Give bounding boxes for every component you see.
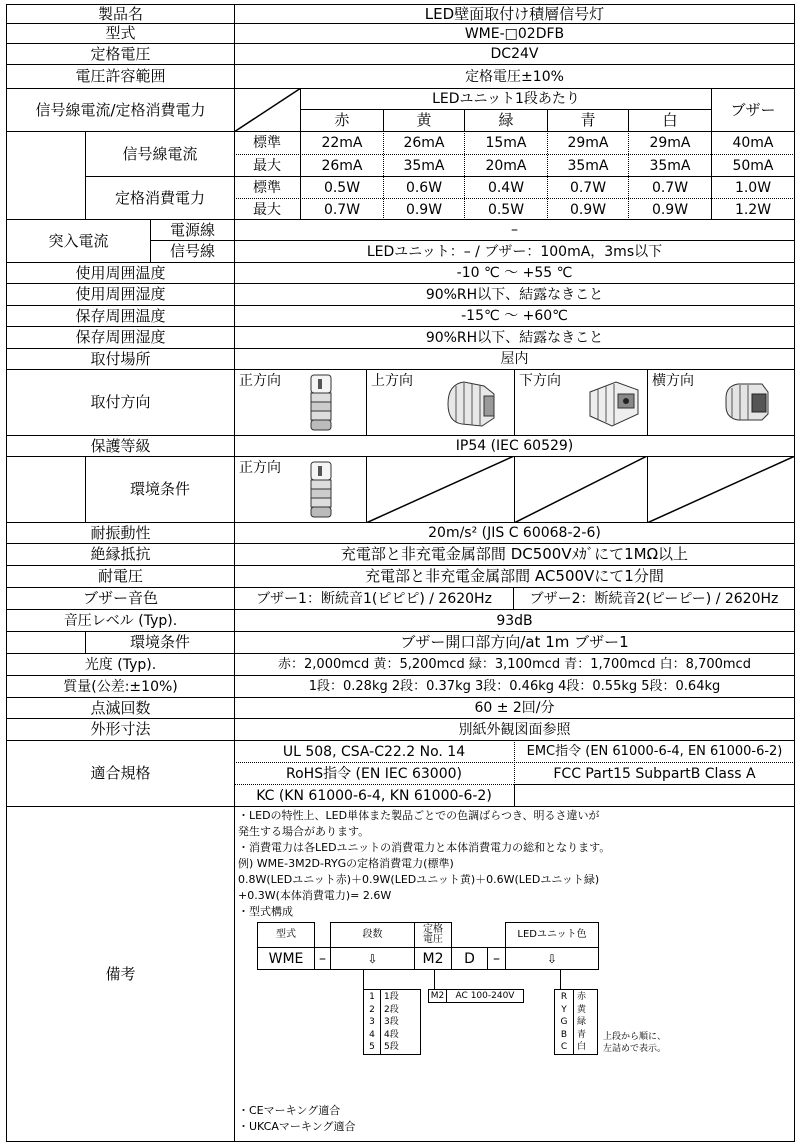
diag-h-voltage-1: 定格 (423, 924, 443, 935)
cell-power-std-yellow: 0.6W (405, 179, 443, 196)
color-code: R (560, 992, 568, 1002)
label-voltage: 定格電圧 (6, 43, 235, 65)
color-name: 赤 (577, 992, 587, 1002)
label-mass: 質量(公差:±10%) (6, 675, 235, 698)
stage-name: 5段 (384, 1042, 399, 1052)
value-location: 屋内 (234, 348, 795, 370)
cell-current-max-blue: 35mA (567, 157, 609, 174)
diag-v-color: ⇩ (505, 947, 599, 970)
label-product-name: 製品名 (6, 4, 235, 24)
value-blink: 60 ± 2回/分 (234, 697, 795, 719)
color-name: 白 (577, 1042, 587, 1052)
spacer-sound-cond (6, 631, 86, 654)
signal-tower-down-icon (586, 374, 642, 430)
cell-power-max-green: 0.5W (487, 201, 525, 218)
cell-current-std-blue: 29mA (567, 135, 609, 151)
volt-legend-code: M2 (428, 989, 447, 1003)
value-op-temp: -10 ℃ ～ +55 ℃ (234, 262, 795, 284)
color-header-white: 白 (628, 109, 712, 132)
na-diagonal-down (514, 456, 647, 523)
color-header-red: 赤 (300, 109, 384, 132)
label-withstand: 耐電圧 (6, 565, 235, 588)
label-power-line: 電源線 (150, 219, 235, 241)
cell-power-std-blue: 0.7W (569, 179, 607, 196)
color-header-blue: 青 (547, 109, 629, 132)
stage-code: 4 (369, 1029, 375, 1040)
signal-tower-up-icon (442, 374, 498, 430)
standard-rohs: RoHS指令 (EN IEC 63000) (286, 765, 462, 782)
label-signal-power: 信号線電流/定格消費電力 (6, 88, 235, 132)
cell-current-std-buzzer: 40mA (732, 135, 774, 151)
stage-name: 2段 (384, 1004, 399, 1015)
label-sound-condition: 環境条件 (85, 631, 235, 654)
label-blink: 点滅回数 (6, 697, 235, 719)
cell-current-std-green: 15mA (485, 135, 527, 151)
color-note-2: 左詰めで表示。 (603, 1044, 667, 1054)
diag-h-model: 型式 (257, 922, 315, 948)
remark-line-6: +0.3W(本体消費電力)= 2.6W (238, 889, 392, 902)
remark-footer-ce: ・CEマーキング適合 (238, 1104, 341, 1117)
color-name: 緑 (577, 1017, 587, 1027)
color-code: G (560, 1017, 568, 1027)
label-protection: 保護等級 (6, 435, 235, 457)
stage-code: 1 (369, 992, 375, 1002)
cell-power-max-yellow: 0.9W (405, 201, 443, 218)
label-inrush: 突入電流 (6, 219, 151, 263)
na-diagonal-side (647, 456, 795, 523)
value-voltage: DC24V (234, 43, 795, 65)
label-current-max: 最大 (253, 157, 281, 174)
value-protection: IP54 (IEC 60529) (234, 435, 795, 457)
label-location: 取付場所 (6, 348, 235, 370)
standard-kc: KC (KN 61000-6-4, KN 61000-6-2) (256, 787, 492, 804)
spacer-left (6, 131, 86, 220)
value-sound-condition: ブザー開口部方向/at 1m ブザー1 (234, 631, 795, 654)
cell-current-std-red: 22mA (321, 135, 363, 151)
diag-dash-2: – (487, 947, 506, 970)
diag-v-stages: ⇩ (330, 947, 415, 970)
value-dimensions: 別紙外観図面参照 (234, 718, 795, 741)
color-name: 青 (577, 1029, 587, 1040)
label-insulation: 絶縁抵抗 (6, 543, 235, 566)
cell-power-max-buzzer: 1.2W (734, 201, 772, 218)
color-code: C (560, 1042, 568, 1052)
color-note-1: 上段から順に、 (603, 1032, 667, 1042)
color-code: Y (561, 1004, 567, 1015)
value-insulation: 充電部と非充電金属部間 DC500Vﾒｶﾞにて1MΩ以上 (234, 543, 795, 566)
label-mounting: 取付方向 (6, 369, 235, 436)
value-signal-line: LEDユニット：– / ブザー：100mA，3ms以下 (234, 240, 795, 263)
label-model: 型式 (6, 23, 235, 44)
value-mass: 1段：0.28kg 2段：0.37kg 3段：0.46kg 4段：0.55kg 5段：0.64kg (234, 675, 795, 698)
cell-power-std-red: 0.5W (323, 179, 361, 196)
cell-current-std-white: 29mA (649, 135, 691, 151)
cell-power-max-blue: 0.9W (569, 201, 607, 218)
cell-current-max-white: 35mA (649, 157, 691, 174)
diag-h-color: LEDユニット色 (505, 922, 599, 948)
standard-emc: EMC指令 (EN 61000-6-4, EN 61000-6-2) (526, 744, 783, 759)
cell-power-std-white: 0.7W (651, 179, 689, 196)
diag-dash-1: – (314, 947, 331, 970)
label-standards: 適合規格 (6, 740, 235, 807)
cell-power-max-white: 0.9W (651, 201, 689, 218)
stage-code: 3 (369, 1017, 375, 1027)
standard-fcc: FCC Part15 SubpartB Class A (553, 765, 756, 782)
color-header-green: 緑 (464, 109, 548, 132)
mounting-up-label: 上方向 (371, 373, 413, 389)
stage-name: 1段 (384, 992, 399, 1002)
value-power-line: – (234, 219, 795, 241)
remark-line-5: 0.8W(LEDユニット赤)＋0.9W(LEDユニット黄)＋0.6W(LEDユニット緑) (238, 873, 600, 886)
diag-v-d: D (451, 947, 488, 970)
value-product-name: LED壁面取付け積層信号灯 (234, 4, 795, 24)
stage-code: 5 (369, 1042, 375, 1052)
label-op-temp: 使用周囲温度 (6, 262, 235, 284)
na-diagonal-up (366, 456, 514, 523)
label-remarks: 備考 (6, 806, 235, 1142)
mounting-front-label: 正方向 (239, 373, 281, 389)
remark-line-2: 発生する場合があります。 (238, 825, 370, 838)
remark-line-4: 例) WME-3M2D-RYGの定格消費電力(標準) (238, 857, 454, 870)
cell-current-max-yellow: 35mA (403, 157, 445, 174)
standard-ul: UL 508, CSA-C22.2 No. 14 (282, 743, 466, 760)
remark-line-1: ・LEDの特性上、LED単体また製品ごとでの色調ばらつき、明るさ違いが (238, 809, 600, 822)
mounting-down-label: 下方向 (519, 373, 561, 389)
spacer-env-cond (6, 456, 86, 523)
value-model: WME-□02DFB (234, 23, 795, 44)
label-vibration: 耐振動性 (6, 522, 235, 544)
cell-current-max-buzzer: 50mA (732, 157, 774, 174)
cell-power-std-buzzer: 1.0W (734, 179, 772, 196)
label-signal-current: 信号線電流 (85, 131, 235, 177)
label-sound-level: 音圧レベル (Typ). (6, 609, 235, 632)
remark-footer-ukca: ・UKCAマーキング適合 (238, 1120, 356, 1133)
remark-line-7: ・型式構成 (238, 905, 293, 918)
label-buzzer-tone: ブザー音色 (6, 587, 235, 610)
mounting-side-label: 横方向 (652, 373, 694, 389)
per-unit-header: LEDユニット1段あたり (300, 88, 712, 110)
label-power-max: 最大 (253, 201, 281, 218)
diagonal-line (234, 88, 301, 132)
cell-power-std-green: 0.4W (487, 179, 525, 196)
diag-h-voltage (414, 922, 452, 948)
label-dimensions: 外形寸法 (6, 718, 235, 741)
buzzer-header: ブザー (711, 88, 795, 132)
value-voltage-range: 定格電圧±10% (234, 64, 795, 89)
value-vibration: 20m/s² (JIS C 60068-2-6) (234, 522, 795, 544)
cell-current-max-red: 26mA (321, 157, 363, 174)
cell-power-max-red: 0.7W (323, 201, 361, 218)
label-env-condition: 環境条件 (85, 456, 235, 523)
diag-h-voltage-2: 電圧 (423, 934, 443, 945)
value-buzzer-tone-2: ブザー2：断続音2(ピーピー) / 2620Hz (513, 587, 795, 610)
volt-legend-name: AC 100-240V (446, 989, 524, 1003)
label-voltage-range: 電圧許容範囲 (6, 64, 235, 89)
stage-name: 4段 (384, 1029, 399, 1040)
label-storage-humidity: 保存周囲湿度 (6, 326, 235, 349)
label-rated-power: 定格消費電力 (85, 176, 235, 220)
color-header-yellow: 黄 (383, 109, 465, 132)
label-signal-line: 信号線 (150, 240, 235, 263)
color-name: 黄 (577, 1004, 587, 1015)
value-storage-humidity: 90%RH以下、結露なきこと (234, 326, 795, 349)
signal-power-header-diagonal-cell (234, 88, 301, 132)
value-op-humidity: 90%RH以下、結露なきこと (234, 283, 795, 306)
label-storage-temp: 保存周囲温度 (6, 305, 235, 327)
remark-line-3: ・消費電力は各LEDユニットの消費電力と本体消費電力の総和となります。 (238, 841, 611, 854)
signal-tower-front-icon (309, 460, 333, 520)
value-storage-temp: -15℃ ～ +60℃ (234, 305, 795, 327)
stage-code: 2 (369, 1004, 375, 1015)
signal-tower-front-icon (309, 373, 333, 433)
cell-current-std-yellow: 26mA (403, 135, 445, 151)
stage-name: 3段 (384, 1017, 399, 1027)
label-op-humidity: 使用周囲湿度 (6, 283, 235, 306)
env-cond-front-label: 正方向 (239, 460, 281, 476)
value-withstand: 充電部と非充電金属部間 AC500Vにて1分間 (234, 565, 795, 588)
diag-h-stages: 段数 (330, 922, 415, 948)
label-power-std: 標準 (253, 179, 281, 196)
signal-tower-side-icon (722, 378, 772, 428)
diag-v-voltage: M2 (414, 947, 452, 970)
label-current-std: 標準 (253, 135, 281, 151)
color-code: B (560, 1029, 568, 1040)
label-luminosity: 光度 (Typ). (6, 653, 235, 676)
value-sound-level: 93dB (234, 609, 795, 632)
diag-v-model: WME (257, 947, 315, 970)
value-buzzer-tone-1: ブザー1：断続音1(ピピピ) / 2620Hz (234, 587, 514, 610)
cell-current-max-green: 20mA (485, 157, 527, 174)
value-luminosity: 赤：2,000mcd 黄：5,200mcd 緑：3,100mcd 青：1,700mcd 白：8,700mcd (234, 653, 795, 676)
